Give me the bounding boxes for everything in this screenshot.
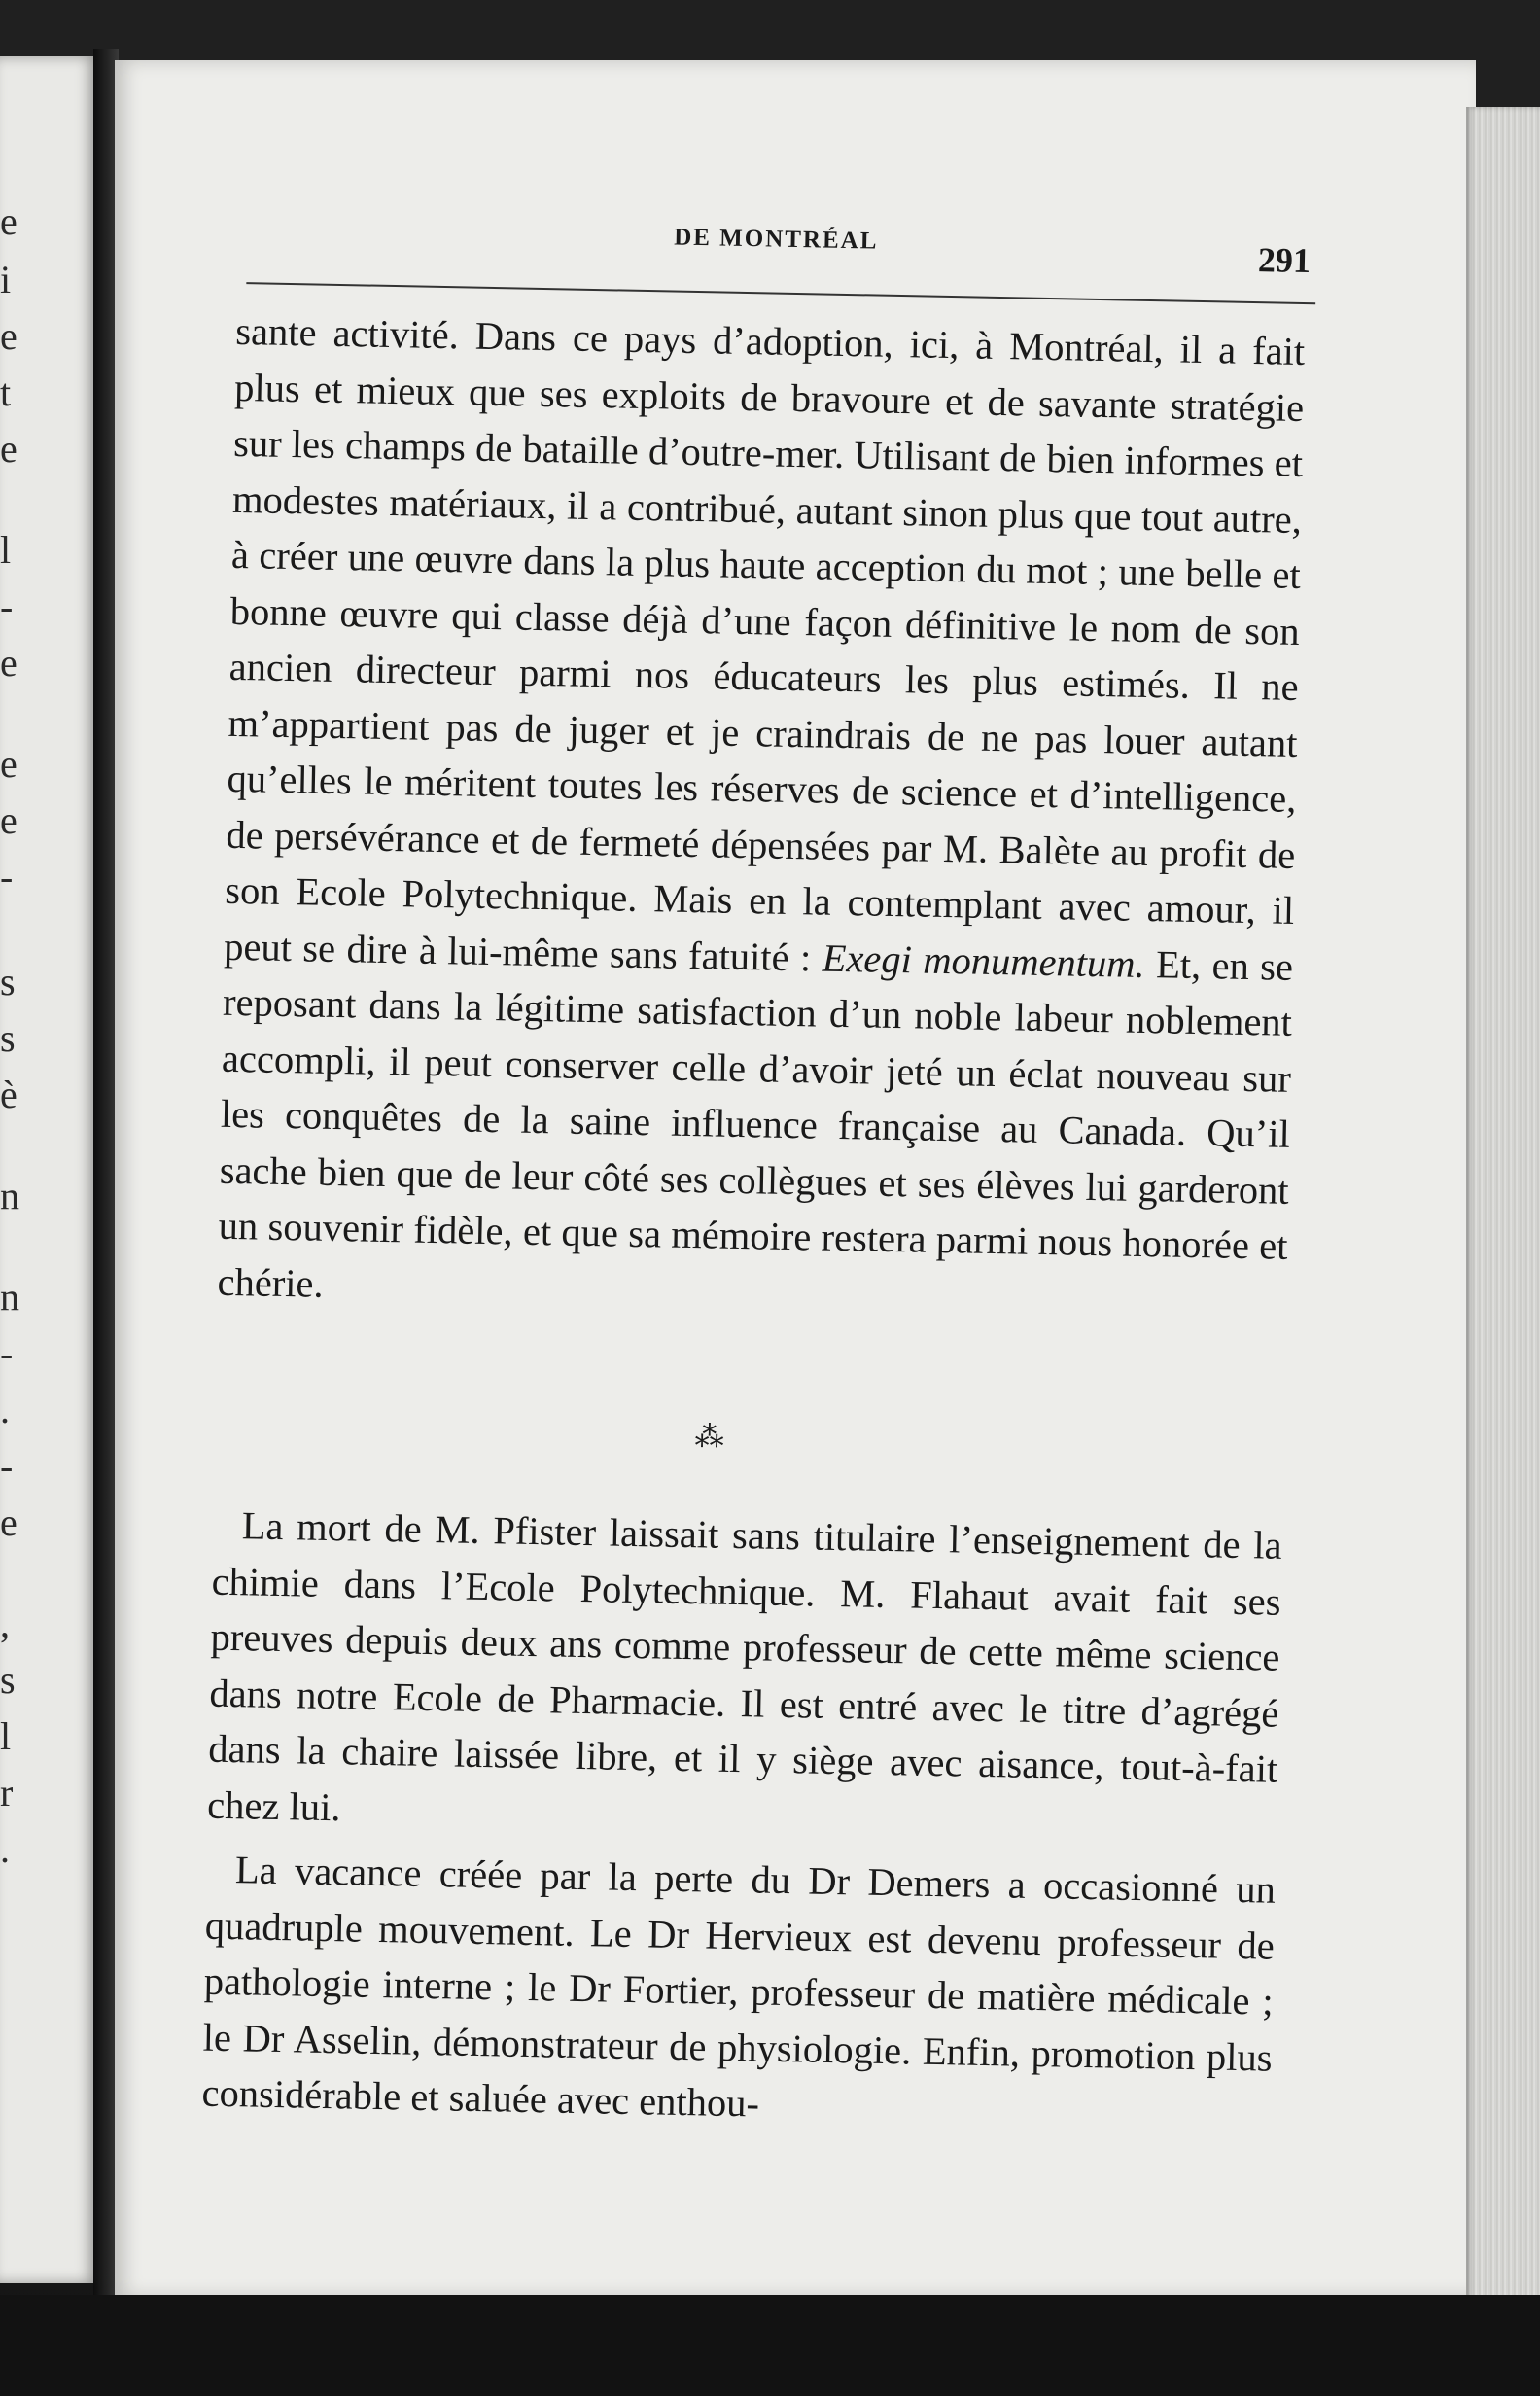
paragraph: La mort de M. Pfister laissait sans titulaire l’enseignement de la chimie dans l’Ecole Polytechnique. M. Flahaut avait fait ses preuves depuis deux ans comme professeur de cette même science dans notre Ecole de Pharmacie. Il est entré avec le titre d’agrégé dans la chaire laissée libre, et il y siège avec aisance, tout-à-fait chez lui.	[206, 1503, 1283, 1829]
left-page-fragment: -	[0, 584, 14, 628]
left-page-fragment: s	[0, 1016, 16, 1060]
latin-quotation: Exegi monumentum.	[822, 935, 1146, 986]
left-page-fragment: s	[0, 960, 16, 1004]
left-page-fragment: e	[0, 314, 18, 358]
paragraph	[217, 303, 1306, 1330]
left-page-fragment: s	[0, 1658, 16, 1702]
left-page-fragment: -	[0, 1444, 14, 1488]
left-page-fragment: l	[0, 1714, 12, 1758]
left-page-fragment: .	[0, 1388, 10, 1431]
page-number: 291	[1257, 240, 1312, 281]
left-page-fragment: e	[0, 798, 18, 842]
running-head: DE MONTRÉAL	[673, 224, 879, 255]
left-page-fragment: n	[0, 1174, 19, 1217]
left-page-fragment: r	[0, 1771, 14, 1815]
left-page-fragment: i	[0, 258, 12, 301]
left-page-fragment: e	[0, 199, 18, 243]
left-page-fragment: e	[0, 1500, 18, 1544]
left-page-fragment: -	[0, 855, 14, 898]
left-page-fragment: n	[0, 1275, 19, 1319]
left-page-fragment: è	[0, 1073, 18, 1116]
left-page-fragment: e	[0, 742, 18, 786]
left-page-fragment: e	[0, 641, 18, 685]
paragraph-text: Et, en se reposant dans la légitime satisfaction d’un noble labeur noblement accompli, il peut conserver celle d’avoir jeté un éclat nouveau sur les conquêtes de la saine influence française au Canada. Qu’il sache bien que de leur côté ses collègues et ses élèves lui garderont un souvenir fidèle, et que sa mémoire restera parmi nous honorée et chérie.	[217, 941, 1294, 1306]
left-page-fragment: -	[0, 1331, 14, 1375]
left-page-fragment: .	[0, 1827, 10, 1871]
header-rule	[246, 282, 1315, 304]
asterism-divider: ⁂	[694, 1421, 724, 1454]
left-page-fragment: t	[0, 370, 12, 414]
paragraph-text: sante activité. Dans ce pays d’adoption, ici, à Montréal, il a fait plus et mieux que ses exploits de bravoure et de savante stratégie sur les champs de bataille d’outre-mer. Utilisant de bien informes et modestes matériaux, il a contribué, autant sinon plus que tout autre, à créer une œuvre dans la plus haute acception du mot ; une belle et bonne œuvre qui classe déjà d’une façon définitive le nom de son ancien directeur parmi nos éducateurs les plus estimés. Il ne m’appartient pas de juger et je craindrais de ne pas louer autant qu’elles le méritent toutes les réserves de science et d’intelligence, de persévérance et de fermeté dépensées par M. Balète au profit de son Ecole Polytechnique. Mais en la contemplant avec amour, il peut se dire à lui-même sans fatuité :	[223, 308, 1306, 980]
left-page-fragment: ,	[0, 1602, 10, 1645]
left-page-fragment: l	[0, 528, 12, 572]
left-page-fragment: e	[0, 427, 18, 471]
paragraph: La vacance créée par la perte du Dr Demers a occasionné un quadruple mouvement. Le Dr Hervieux est devenu professeur de pathologie interne ; le Dr Fortier, professeur de matière médicale ; le Dr Asselin, démonstrateur de physiologie. Enfin, promotion plus considérable et saluée avec enthou-	[201, 1848, 1277, 2126]
